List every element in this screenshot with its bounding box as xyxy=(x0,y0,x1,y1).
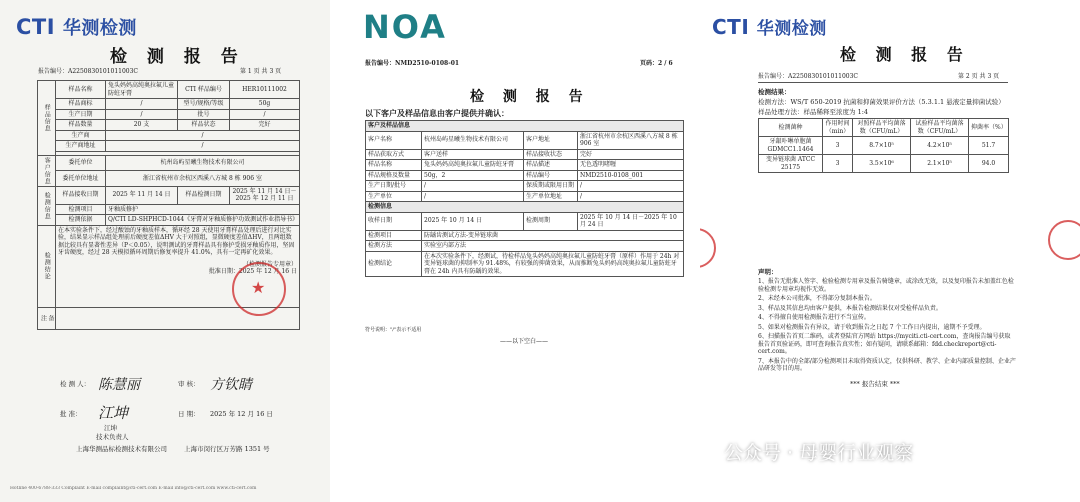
approve-date: 批准日期：2025 年 12 月 16 日 xyxy=(208,268,297,275)
cell-value: NMD2510-0108_001 xyxy=(578,170,684,181)
notice-item: 2、未经本公司批准，不得部分复制本报告。 xyxy=(758,295,876,302)
cell-value: 客户送样 xyxy=(422,149,524,160)
cell-label: 样品数量 xyxy=(56,120,106,131)
blank-marker: ——以下空白—— xyxy=(500,338,549,345)
section-label: 检测信息 xyxy=(38,186,56,225)
table-row xyxy=(366,181,684,192)
cell-label: 生产日期/批号 xyxy=(366,181,422,192)
cell-label: 检测结论 xyxy=(366,251,422,277)
cell-value: 杭州岛屿星曦生物技术有限公司 xyxy=(106,155,300,171)
table-row xyxy=(366,241,684,252)
page-title: 检 测 报 告 xyxy=(110,47,245,67)
table-row xyxy=(38,155,300,171)
table-row xyxy=(366,131,684,149)
table-row xyxy=(366,251,684,277)
notice-item: 3、样品及其信息均由客户提供，本报告检测结果仅对受检样品负责。 xyxy=(758,304,942,312)
notice-item: 1、报告无批准人签字、检验检测专用章及报告骑缝章，或涂改无效，以及复印报告未加盖红色检验检测专用章均视作无效。 xyxy=(758,278,1014,293)
cell-value: / xyxy=(578,181,684,192)
red-seal xyxy=(700,228,716,268)
cell-label: 生产商 xyxy=(56,130,106,141)
table-row xyxy=(38,215,300,226)
cell-label: 委托单位地址 xyxy=(56,171,106,187)
notice-item: 5、如果对检测报告有异议，请于收到报告之日起 7 个工作日内提出，逾期不予受理。 xyxy=(758,323,986,331)
cell-label: 检测方法 xyxy=(366,241,422,252)
cell-value: HER10111002 xyxy=(230,81,300,99)
page-title: 检 测 报 告 xyxy=(470,89,590,105)
table-cell: 2.1×10⁵ xyxy=(911,155,969,173)
table-cell: 4.2×10⁵ xyxy=(911,137,969,155)
cell-label: 客户地址 xyxy=(524,131,578,149)
cell-label: 样品编号 xyxy=(524,170,578,181)
table-cell: 3.5×10⁶ xyxy=(853,155,911,173)
cell-value: 2025 年 11 月 14 日－2025 年 12 月 11 日 xyxy=(230,186,300,204)
cell-value: 无色透明啫喱 xyxy=(578,160,684,171)
cell-label: 生产商地址 xyxy=(56,141,106,152)
cell-label: 委托单位 xyxy=(56,155,106,171)
table-row xyxy=(366,191,684,202)
cell-label: CTI 样品编号 xyxy=(178,81,230,99)
column-header: 对照样品平均菌落数（CFU/mL） xyxy=(853,119,911,137)
wechat-icon xyxy=(690,440,718,464)
table-cell: 51.7 xyxy=(969,137,1009,155)
notice-heading: 声明： xyxy=(758,268,778,276)
cell-value: 20 支 xyxy=(106,120,178,131)
cell-label: 样品名称 xyxy=(56,81,106,99)
cell-label: 生产日期 xyxy=(56,109,106,120)
cell-value: 杭州岛屿星曦生物技术有限公司 xyxy=(422,131,524,149)
report-page-3 xyxy=(700,0,1080,502)
table-row xyxy=(759,137,1009,155)
cell-label: 检测项目 xyxy=(56,204,106,215)
cell-value: 牙釉质修护 xyxy=(106,204,300,215)
report-number: 报告编号：A2250830101011003C xyxy=(38,68,139,75)
column-header: 试验样品平均菌落数（CFU/mL） xyxy=(911,119,969,137)
section-label: 备 注 xyxy=(38,307,56,329)
cell-value: 浙江省杭州市余杭区西溪八方城 8 栋 906 室 xyxy=(578,131,684,149)
column-header: 抑菌率（%） xyxy=(969,119,1009,137)
cell-value: 实验室内部方法 xyxy=(422,241,684,252)
cell-label: 样品商标 xyxy=(56,99,106,110)
noa-logo: NOA xyxy=(363,8,447,46)
table-row xyxy=(38,141,300,152)
cell-label: 批号 xyxy=(178,109,230,120)
wechat-label: 公众号 · 母婴行业观察 xyxy=(724,442,914,464)
cell-label: 样品状态 xyxy=(178,120,230,131)
notice-list xyxy=(758,278,1016,375)
cell-value: Q/CTI LD-SHPHCD-1044《牙膏对牙釉质修护功效测试作业指导书》 xyxy=(106,215,300,226)
cell-label: 生产单位地址 xyxy=(524,191,578,202)
page-footer: Hotline 400-6788-333 Complaint E-mail complaint@cti-cert.com E-mail info@cti-cert.com www.cti-cert.com xyxy=(10,486,257,491)
cell-value: 在本次实验条件下，经测试，待检样品兔头妈妈高纯奥拉氟儿童防蛀牙膏（原样）作用于 24h 对变异链球菌的抑制率为 91.48%，有较强的抑菌效果，从而推断兔头妈妈高纯奥拉氟儿童防蛀牙膏在 24h 内具有防龋的效果。 xyxy=(422,251,684,277)
page-info: 页码：2 / 6 xyxy=(640,60,673,67)
section-header: 客户及样品信息 xyxy=(366,121,684,132)
section-header: 检测信息 xyxy=(366,202,684,213)
cti-logo: CTI 华测检测 xyxy=(16,15,137,39)
table-row xyxy=(38,186,300,204)
table-row xyxy=(38,204,300,215)
company-name: 上海华测品标检测技术有限公司 xyxy=(76,445,167,453)
section-label: 客户信息 xyxy=(38,155,56,186)
cell-label: 样品描述 xyxy=(524,160,578,171)
cell-label: 收样日期 xyxy=(366,212,422,230)
cell-value: / xyxy=(106,141,300,152)
cell-value: / xyxy=(106,130,300,141)
cell-label: 保质期或限用日期 xyxy=(524,181,578,192)
approver-title: 技术负责人 xyxy=(96,433,129,441)
stamp-caption: （检测报告专用章） xyxy=(242,260,297,268)
cti-logo: CTI 华测检测 xyxy=(712,15,827,39)
cell-value: / xyxy=(106,109,178,120)
notice-item: 6、扫描报告首页二维码，或者登陆官方网站 https://myciti.cti-cert.com，查询报告编号获取报告首页验证码，即可查询报告真实性；如有疑问，请联系邮箱：fdd.checkreport@cti-cert.com。 xyxy=(758,333,1011,355)
table-row xyxy=(366,230,684,241)
cell-label: 样品接收日期 xyxy=(56,186,106,204)
cell-value: 防龋齿测试方法-变异链球菌 xyxy=(422,230,684,241)
report-page-1 xyxy=(0,0,330,502)
cell-label: 样品名称 xyxy=(366,160,422,171)
cell-label: 样品检测日期 xyxy=(178,186,230,204)
section-label: 样品信息 xyxy=(38,81,56,156)
cell-label: 生产单位 xyxy=(366,191,422,202)
tester-signature: 陈慧丽 xyxy=(98,377,140,393)
section-label: 检测结论 xyxy=(38,225,56,307)
table-row xyxy=(38,81,300,99)
cell-value: 50g，2 xyxy=(422,170,524,181)
notice-item: 7、本报告中的全部/部分检测项目未取得资质认定，仅供科研、教学、企业内部质量控制、企业产品研发等目的用。 xyxy=(758,357,1016,372)
cell-value: 2025 年 10 月 14 日－2025 年 10 月 24 日 xyxy=(578,212,684,230)
cell-value: 50g xyxy=(230,99,300,110)
cell-value: 2025 年 11 月 14 日 xyxy=(106,186,178,204)
dilution-note: 样品处理方法：样品稀释至浓度为 1:4 xyxy=(758,108,869,116)
cell-value: / xyxy=(578,191,684,202)
symbol-note: 符号说明："/"表示不适用 xyxy=(365,327,422,333)
date-label: 日 期： xyxy=(178,410,200,418)
approver-label: 批 准： xyxy=(60,410,82,418)
column-header: 作用时间（min） xyxy=(823,119,853,137)
table-cell: 3 xyxy=(823,137,853,155)
test-method: 检测方法：WS/T 650-2019 抗菌和抑菌效果评价方法（5.3.1.1 悬液定量抑菌试验） xyxy=(758,98,1005,106)
cell-value: 兔头妈妈高纯奥拉氟儿童防蛀牙膏 xyxy=(422,160,524,171)
table-cell: 3 xyxy=(823,155,853,173)
cell-value: 2025 年 10 月 14 日 xyxy=(422,212,524,230)
table-row xyxy=(38,109,300,120)
company-address: 上海市闵行区万芳路 1351 号 xyxy=(184,445,270,453)
report-page-2 xyxy=(345,0,695,502)
cell-value: / xyxy=(422,181,524,192)
cell-label: 样品获取方式 xyxy=(366,149,422,160)
results-table xyxy=(758,118,1009,173)
column-header: 检测菌种 xyxy=(759,119,823,137)
reviewer-label: 审 核： xyxy=(178,380,200,388)
cell-label: 检测项目 xyxy=(366,230,422,241)
report-number: 报告编号：NMD2510-0108-01 xyxy=(365,60,460,67)
approver-signature: 江坤 xyxy=(98,404,129,422)
report-number: 报告编号：A2250830101011003C xyxy=(758,73,859,80)
cell-label: 客户名称 xyxy=(366,131,422,149)
table-cell: 牙龈卟啉单胞菌 GDMCC1.1464 xyxy=(759,137,823,155)
notice-item: 4、不得擅自使用检测报告进行不当宣传。 xyxy=(758,314,870,321)
table-row xyxy=(366,149,684,160)
table-row xyxy=(366,170,684,181)
table-cell: 94.0 xyxy=(969,155,1009,173)
result-heading: 检测结果： xyxy=(758,88,791,96)
table-row xyxy=(366,212,684,230)
cell-value: / xyxy=(106,99,178,110)
client-sample-table xyxy=(365,120,684,277)
cell-label: 型号/规格/等级 xyxy=(178,99,230,110)
page-title: 检 测 报 告 xyxy=(840,45,970,64)
cell-label: 样品规格及数量 xyxy=(366,170,422,181)
table-cell: 8.7×10⁵ xyxy=(853,137,911,155)
table-row xyxy=(38,171,300,187)
conclusion-text: 在本实验条件下，经过酸蚀的牙釉质样本，循环经 28 天使用牙膏样品处理后进行对比实验，结果显示样品组处理前后硬度差值ΔHV 大于对照组，显微硬度差值ΔHV，且两组数据比较具有显著性差异（P＜0.05），说明测试的牙膏样品具有修护受损牙釉质作用，坚固牙齿硬度，经过 28 天模拟循环周期后修复率提升 41.0%，具有一定再矿化效果。 xyxy=(58,226,295,256)
tester-label: 检 测 人： xyxy=(60,380,91,388)
table-row xyxy=(366,160,684,171)
approver-name: 江坤 xyxy=(104,424,117,432)
cell-value: / xyxy=(422,191,524,202)
red-seal xyxy=(1048,220,1080,260)
cell-label: 检测周期 xyxy=(524,212,578,230)
cell-value: 兔头妈妈高纯奥拉氟儿童防蛀牙膏 xyxy=(106,81,178,99)
cell-value: 完好 xyxy=(578,149,684,160)
table-cell: 变异链球菌 ATCC 25175 xyxy=(759,155,823,173)
table-row xyxy=(38,120,300,131)
cell-value: 浙江省杭州市余杭区西溪八方城 8 栋 906 室 xyxy=(106,171,300,187)
cell-label: 检测依据 xyxy=(56,215,106,226)
seal-star-icon: ★ xyxy=(251,278,266,297)
table-header-row xyxy=(759,119,1009,137)
report-end: *** 报告结束 *** xyxy=(850,380,900,388)
cell-value: / xyxy=(230,109,300,120)
cell-value: 完好 xyxy=(230,120,300,131)
cell-label: 样品接收状态 xyxy=(524,149,578,160)
table-row xyxy=(759,155,1009,173)
page-info: 第 1 页 共 3 页 xyxy=(240,68,282,75)
page-info: 第 2 页 共 3 页 xyxy=(958,73,1000,80)
table-row xyxy=(38,99,300,110)
wechat-watermark xyxy=(690,438,913,465)
table-row xyxy=(38,130,300,141)
reviewer-signature: 方钦睛 xyxy=(210,377,252,393)
date-value: 2025 年 12 月 16 日 xyxy=(210,410,273,418)
subtitle: 以下客户及样品信息由客户提供并确认： xyxy=(365,108,509,118)
